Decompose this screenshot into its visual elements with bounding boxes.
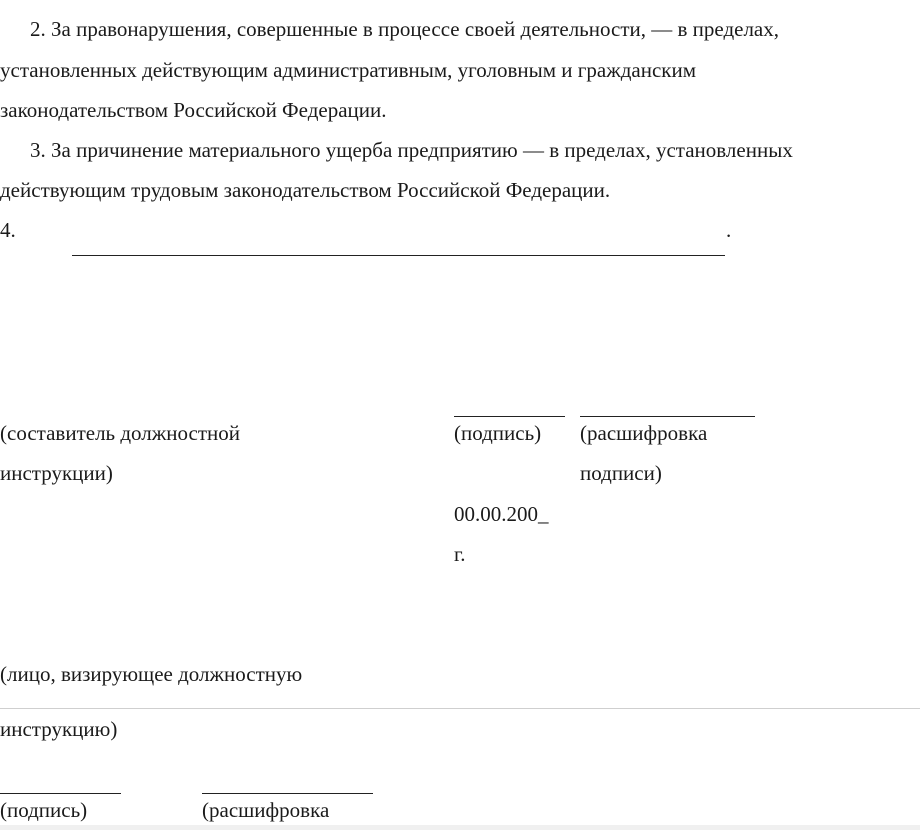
compiler-signature-line xyxy=(454,416,565,417)
compiler-decode-line-1: (расшифровка xyxy=(580,421,708,445)
approver-decode-line-1: (расшифровка xyxy=(202,798,330,822)
item-4-number: 4. xyxy=(0,218,16,242)
compiler-date-line-1: 00.00.200_ xyxy=(454,502,549,526)
compiler-date-line-2: г. xyxy=(454,542,466,566)
approver-decode-line xyxy=(202,793,373,794)
compiler-decode-line xyxy=(580,416,755,417)
compiler-role-line-2: инструкции) xyxy=(0,461,113,485)
bottom-edge-bar xyxy=(0,825,920,830)
approver-role-line-1: (лицо, визирующее должностную xyxy=(0,662,303,686)
compiler-role-line-1: (составитель должностной xyxy=(0,421,241,445)
approver-signature-label: (подпись) xyxy=(0,798,88,822)
item-3-line-2: действующим трудовым законодательством Российской Федерации. xyxy=(0,178,611,202)
compiler-signature-label: (подпись) xyxy=(454,421,542,445)
approver-signature-line xyxy=(0,793,121,794)
item-4-period: . xyxy=(726,218,732,242)
page-divider xyxy=(0,708,920,709)
item-3-line-1: 3. За причинение материального ущерба предприятию — в пределах, установленных xyxy=(30,138,793,162)
item-2-line-3: законодательством Российской Федерации. xyxy=(0,98,387,122)
item-2-line-1: 2. За правонарушения, совершенные в процессе своей деятельности, — в пределах, xyxy=(30,17,779,41)
item-4-blank-line xyxy=(72,255,725,256)
compiler-decode-line-2: подписи) xyxy=(580,461,662,485)
approver-role-line-2: инструкцию) xyxy=(0,717,118,741)
item-2-line-2: установленных действующим административным, уголовным и гражданским xyxy=(0,58,696,82)
